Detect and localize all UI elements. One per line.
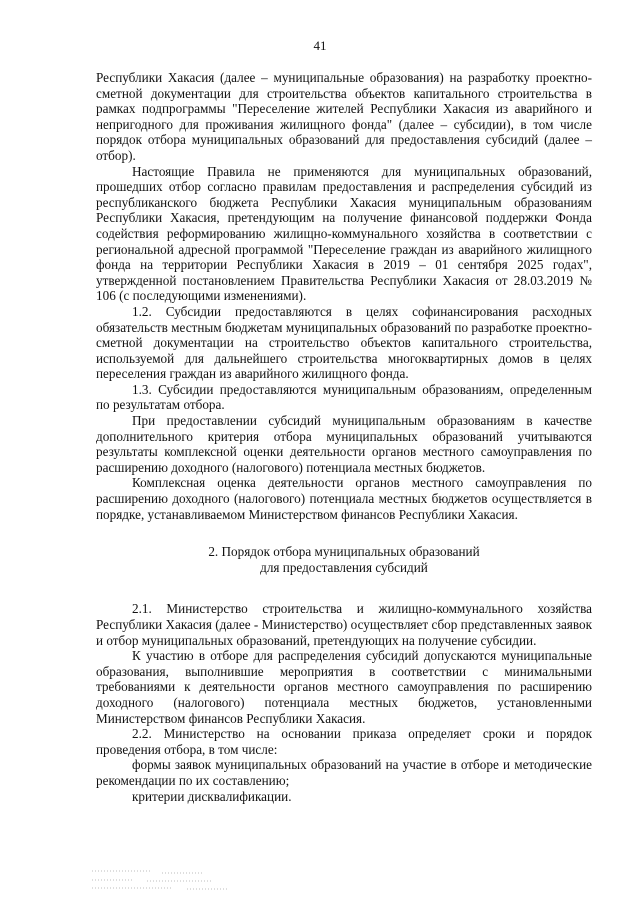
section-heading-line-1: 2. Порядок отбора муниципальных образований	[208, 544, 480, 560]
document-body	[96, 70, 592, 804]
paragraph: 1.2. Субсидии предоставляются в целях софинансирования расходных обязательств местным бюджетам муниципальных образований по разработке проектно-сметной документации на строительство объектов капитального строительства, используемой для дальнейшего строительства многоквартирных домов в целях переселения граждан из аварийного жилищного фонда.	[96, 303, 592, 382]
paragraph: 2.1. Министерство строительства и жилищно-коммунального хозяйства Республики Хакасия (далее - Министерство) осуществляет сбор представленных заявок и отбор муниципальных образований, претендующих на получение субсидии.	[96, 601, 592, 648]
paragraph: формы заявок муниципальных образований на участие в отборе и методические рекомендации по их составлению;	[96, 757, 592, 788]
paragraph: 2.2. Министерство на основании приказа определяет сроки и порядок проведения отбора, в том числе:	[96, 726, 592, 757]
section-heading	[96, 544, 592, 575]
paragraph: 1.3. Субсидии предоставляются муниципальным образованиям, определенным по результатам отбора.	[96, 381, 592, 413]
section-2-paragraphs	[96, 601, 592, 804]
paragraph: К участию в отборе для распределения субсидий допускаются муниципальные образования, выполнившие мероприятия в соответствии с минимальными требованиями к деятельности органов местного самоуправления по расширению доходного (налогового) потенциала местных бюджетов, установленными Министерством финансов Республики Хакасия.	[96, 648, 592, 726]
paragraph: Настоящие Правила не применяются для муниципальных образований, прошедших отбор согласно правилам предоставления и распределения субсидий из республиканского бюджета Республики Хакасия муниципальным образованиям Республики Хакасия, претендующим на получение финансовой поддержки Фонда содействия реформированию жилищно-коммунального хозяйства в соответствии с региональной адресной программой "Переселение граждан из аварийного жилищного фонда на территории Республики Хакасия в 2019 – 01 сентября 2025 годах", утвержденной постановлением Правительства Республики Хакасия от 28.03.2019 № 106 (с последующими изменениями).	[96, 163, 592, 304]
paragraph: Республики Хакасия (далее – муниципальные образования) на разработку проектно-сметной документации для строительства объектов капитального строительства в рамках подпрограммы "Переселение жителей Республики Хакасия из аварийного и непригодного для проживания жилищного фонда" (далее – субсидии), в том числе порядок отбора муниципальных образований для предоставления субсидий (далее – отбор).	[96, 70, 592, 163]
paragraph: Комплексная оценка деятельности органов местного самоуправления по расширению доходного (налогового) потенциала местных бюджетов осуществляется в порядке, устанавливаемом Министерством финансов Республики Хакасия.	[96, 475, 592, 522]
section-heading-line-2: для предоставления субсидий	[260, 559, 428, 575]
section-1-paragraphs	[96, 70, 592, 522]
paragraph: критерии дисквалификации.	[132, 788, 292, 804]
paragraph: При предоставлении субсидий муниципальным образованиям в качестве дополнительного критерия отбора муниципальных образований учитываются результаты комплексной оценки деятельности органов местного самоуправления по расширению доходного (налогового) потенциала местных бюджетов.	[96, 413, 592, 475]
page-number: 41	[313, 38, 327, 53]
scan-artifact	[92, 868, 232, 892]
